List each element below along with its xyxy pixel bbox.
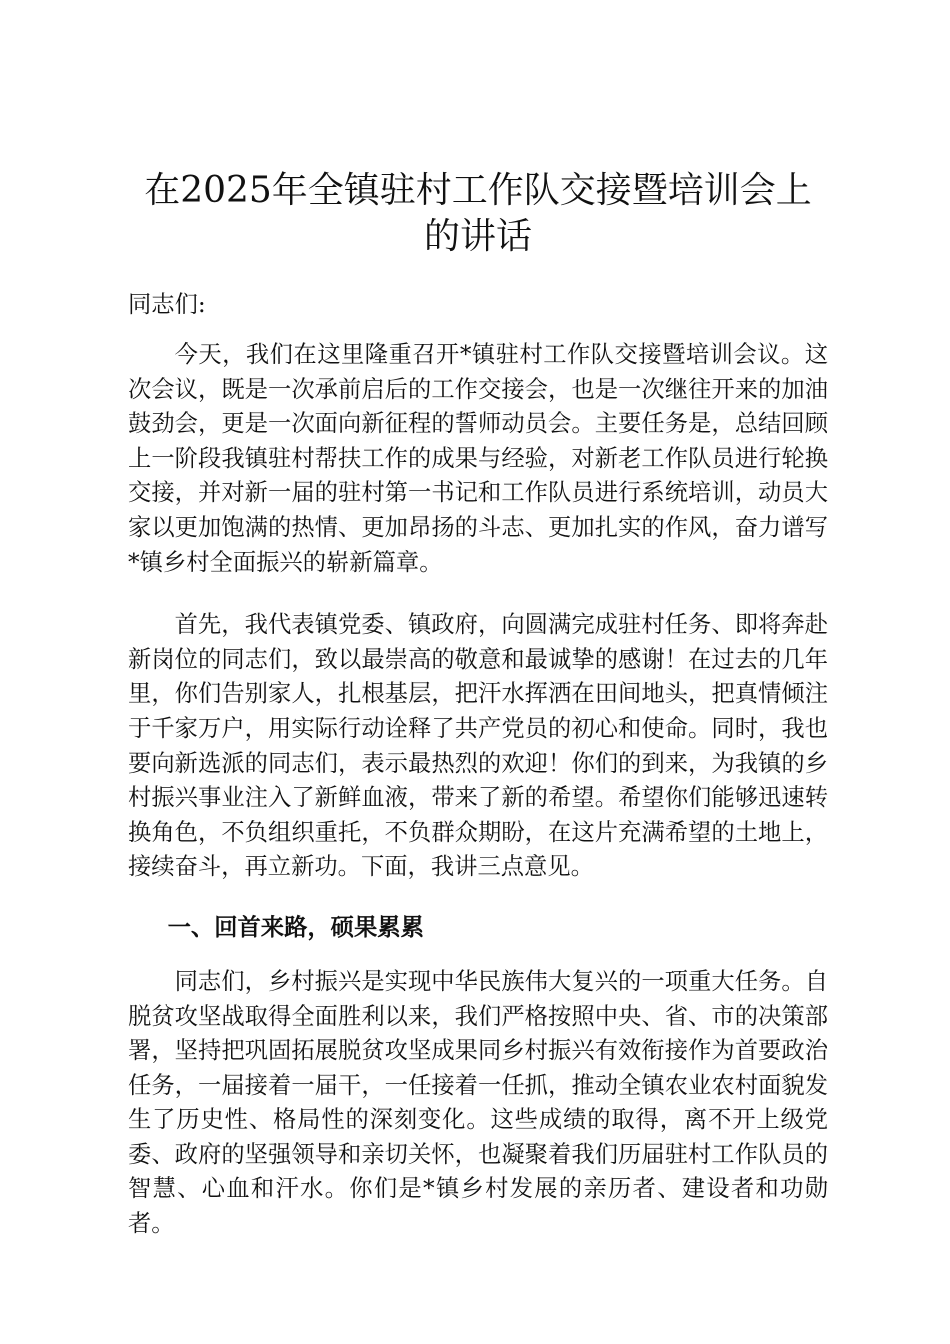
section-heading-1: 一、回首来路，硕果累累 (167, 913, 424, 941)
salutation: 同志们: (128, 291, 206, 318)
paragraph-thanks: 首先，我代表镇党委、镇政府，向圆满完成驻村任务、即将奔赴新岗位的同志们，致以最崇高的敬意和最诚挚的感谢！在过去的几年里，你们告别家人，扎根基层，把汗水挥洒在田间地头，把真情倾注于千家万户，用实际行动诠释了共产党员的初心和使命。同时，我也要向新选派的同志们，表示最热烈的欢迎！你们的到来，为我镇的乡村振兴事业注入了新鲜血液，带来了新的希望。希望你们能够迅速转换角色，不负组织重托，不负群众期盼，在这片充满希望的土地上，接续奋斗，再立新功。下面，我讲三点意见。 (128, 611, 828, 881)
document-title: 在2025年全镇驻村工作队交接暨培训会上的讲话 (144, 170, 812, 257)
paragraph-intro: 今天，我们在这里隆重召开*镇驻村工作队交接暨培训会议。这次会议，既是一次承前启后的工作交接会，也是一次继往开来的加油鼓劲会，更是一次面向新征程的誓师动员会。主要任务是，总结回顾上一阶段我镇驻村帮扶工作的成果与经验，对新老工作队员进行轮换交接，并对新一届的驻村第一书记和工作队员进行系统培训，动员大家以更加饱满的热情、更加昂扬的斗志、更加扎实的作风，奋力谱写*镇乡村全面振兴的崭新篇章。 (128, 341, 828, 576)
paragraph-section-1: 同志们，乡村振兴是实现中华民族伟大复兴的一项重大任务。自脱贫攻坚战取得全面胜利以来，我们严格按照中央、省、市的决策部署，坚持把巩固拓展脱贫攻坚成果同乡村振兴有效衔接作为首要政治任务，一届接着一届干，一任接着一任抓，推动全镇农业农村面貌发生了历史性、格局性的深刻变化。这些成绩的取得，离不开上级党委、政府的坚强领导和亲切关怀，也凝聚着我们历届驻村工作队员的智慧、心血和汗水。你们是*镇乡村发展的亲历者、建设者和功勋者。 (128, 967, 828, 1238)
document-page (128, 168, 828, 1242)
